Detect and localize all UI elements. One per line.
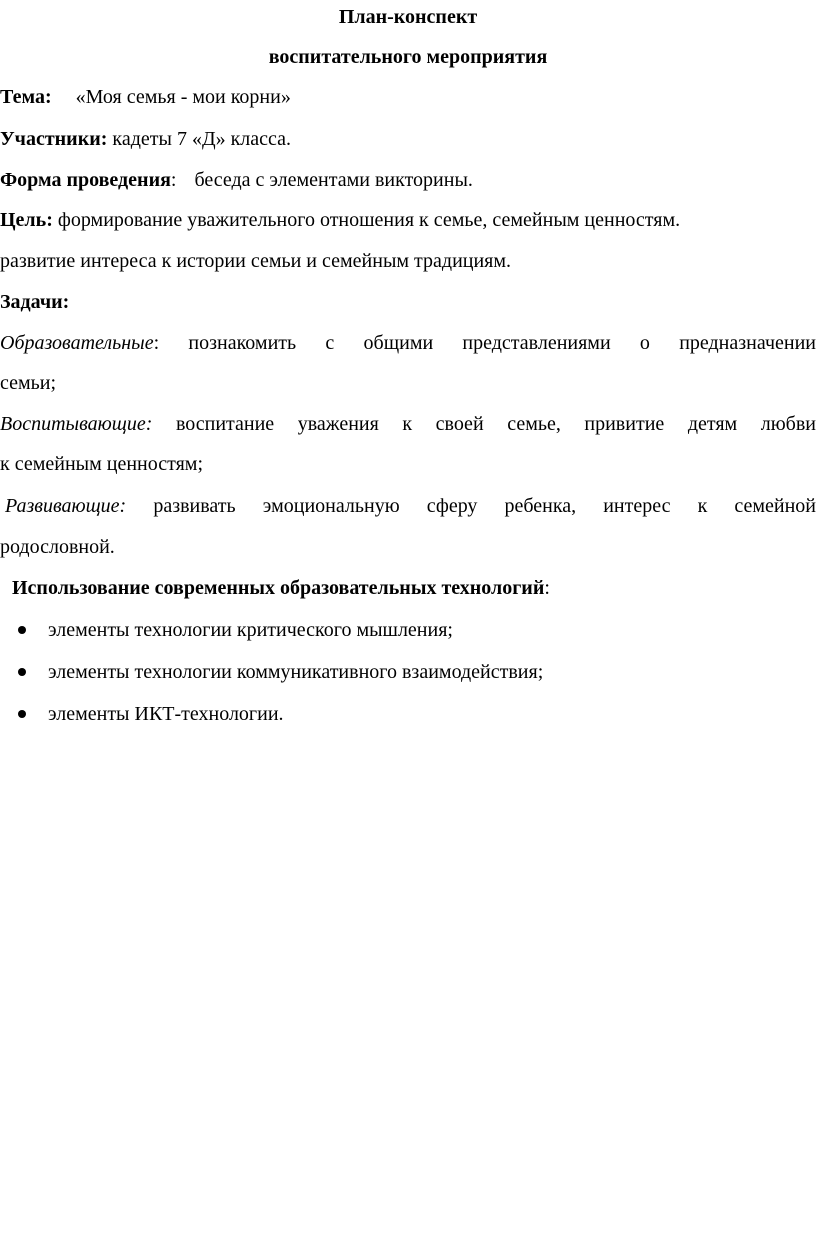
bullet-icon xyxy=(18,617,28,643)
form-label: Форма проведения xyxy=(0,169,171,191)
developing-value-line-2: родословной. xyxy=(0,536,115,558)
educational-value-line-1: познакомить с общими представлениями о предназначении xyxy=(188,332,816,354)
topic-label: Тема: xyxy=(0,86,52,108)
goal-label: Цель: xyxy=(0,209,53,231)
bullet-icon xyxy=(18,701,28,727)
list-item-text: элементы технологии критического мышления; xyxy=(48,619,453,641)
participants-row xyxy=(0,126,816,152)
developing-label: Развивающие: xyxy=(5,495,127,517)
title-line-2: воспитательного мероприятия xyxy=(268,46,548,68)
upbringing-label: Воспитывающие: xyxy=(0,413,153,435)
tasks-label: Задачи: xyxy=(0,291,70,313)
goal-value-line-1: формирование уважительного отношения к семье, семейным ценностям. xyxy=(57,209,681,231)
participants-value: кадеты 7 «Д» класса. xyxy=(112,128,292,150)
list-item-text: элементы ИКТ-технологии. xyxy=(48,703,284,725)
technologies-heading xyxy=(12,575,816,601)
upbringing-task-line-1 xyxy=(0,411,816,437)
form-colon: : xyxy=(170,169,177,191)
topic-row xyxy=(0,84,816,110)
upbringing-value-line-2: к семейным ценностям; xyxy=(0,453,203,475)
technologies-colon: : xyxy=(544,577,550,599)
developing-task-line-1 xyxy=(5,493,816,519)
upbringing-value-line-1: воспитание уважения к своей семье, привитие детям любви xyxy=(175,413,816,435)
form-value: беседа с элементами викторины. xyxy=(194,169,473,191)
bullet-icon xyxy=(18,659,28,685)
educational-value-line-2: семьи; xyxy=(0,372,57,394)
developing-value-line-1: развивать эмоциональную сферу ребенка, интерес к семейной xyxy=(153,495,816,517)
list-item-text: элементы технологии коммуникативного взаимодействия; xyxy=(48,661,544,683)
educational-colon: : xyxy=(153,332,160,354)
technologies-label: Использование современных образовательных технологий xyxy=(12,577,545,599)
title-line-1: План-конспект xyxy=(338,6,478,28)
goal-value-line-2: развитие интереса к истории семьи и семейным традициям. xyxy=(0,250,512,272)
participants-label: Участники: xyxy=(0,128,108,150)
educational-task-line-1 xyxy=(0,330,816,356)
form-row xyxy=(0,167,816,193)
goal-row xyxy=(0,207,816,233)
topic-value: «Моя семья - мои корни» xyxy=(75,86,291,108)
educational-label: Образовательные xyxy=(0,332,154,354)
